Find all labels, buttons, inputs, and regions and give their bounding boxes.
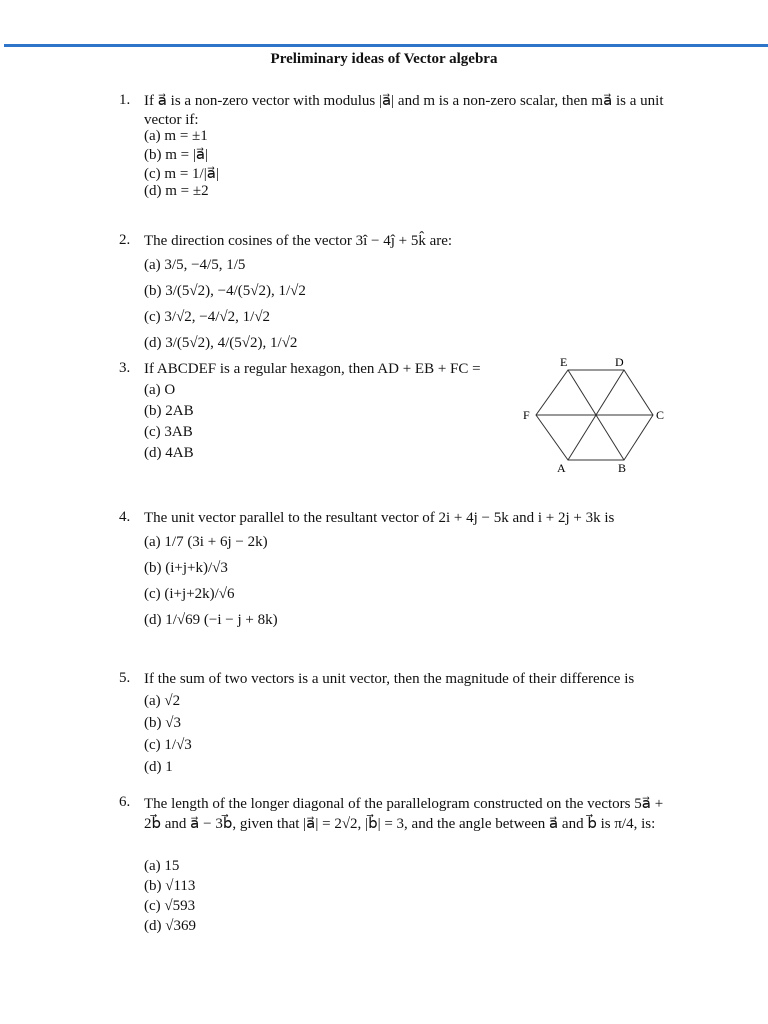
question-number: 3. [119,360,131,376]
option-list [144,690,192,778]
option-b: (b) m = |a⃗| [144,147,209,163]
question-stem: If the sum of two vectors is a unit vector, then the magnitude of their difference is [144,671,635,687]
option-list [144,856,196,936]
option-c: (c) m = 1/|a⃗| [144,166,219,182]
vertex-label-d: D [615,355,624,369]
option-c: (c) 1/√3 [144,737,192,753]
option-d: (d) 4AB [144,445,194,461]
option-b: (b) √3 [144,715,181,731]
vertex-label-f: F [523,408,530,422]
question-number: 4. [119,509,131,525]
option-d: (d) √369 [144,918,196,934]
question-number: 2. [119,232,131,248]
option-a: (a) 15 [144,858,180,874]
option-c: (c) √593 [144,898,196,914]
vertex-label-a: A [557,461,566,475]
option-a: (a) √2 [144,693,181,709]
header-rule [4,44,768,47]
hexagon-figure [515,355,675,480]
question-stem: The direction cosines of the vector 3î − 4ĵ + 5k̂ are: [144,233,453,249]
vertex-label-e: E [560,355,568,369]
option-b: (b) 2AB [144,403,194,419]
option-a: (a) m = ±1 [144,128,208,144]
option-list [144,252,306,356]
question-number: 1. [119,92,131,108]
option-d: (d) 1/√69 (−i − j + 8k) [144,612,278,628]
option-b: (b) √113 [144,878,196,894]
option-c: (c) 3/√2, −4/√2, 1/√2 [144,309,271,325]
question-number: 6. [119,794,131,810]
option-a: (a) 1/7 (3i + 6j − 2k) [144,534,268,550]
option-c: (c) 3AB [144,424,193,440]
option-d: (d) 1 [144,759,173,775]
option-list [144,529,278,633]
option-d: (d) 3/(5√2), 4/(5√2), 1/√2 [144,335,298,351]
option-b: (b) (i+j+k)/√3 [144,560,228,576]
question-stem: If ABCDEF is a regular hexagon, then AD + EB + FC = [144,361,481,377]
question-stem: The unit vector parallel to the resultant vector of 2i + 4j − 5k and i + 2j + 3k is [144,510,615,526]
question-stem: If a⃗ is a non-zero vector with modulus |a⃗| and m is a non-zero scalar, then ma⃗ is a unit vector if: [144,93,664,128]
question-stem: The length of the longer diagonal of the parallelogram constructed on the vectors 5a⃗ + 2b⃗ and a⃗ − 3b⃗, given that |a⃗| = 2√2, |b⃗| = 3, and the angle between a⃗ and b⃗ is π/4, is: [144,796,664,832]
option-list [144,380,194,464]
vertex-label-c: C [656,408,665,422]
option-list [144,128,219,200]
option-c: (c) (i+j+2k)/√6 [144,586,235,602]
option-b: (b) 3/(5√2), −4/(5√2), 1/√2 [144,283,306,299]
page-title: Preliminary ideas of Vector algebra [270,51,498,67]
option-a: (a) O [144,382,176,398]
option-a: (a) 3/5, −4/5, 1/5 [144,257,246,273]
option-d: (d) m = ±2 [144,183,209,199]
question-number: 5. [119,670,131,686]
vertex-label-b: B [618,461,627,475]
